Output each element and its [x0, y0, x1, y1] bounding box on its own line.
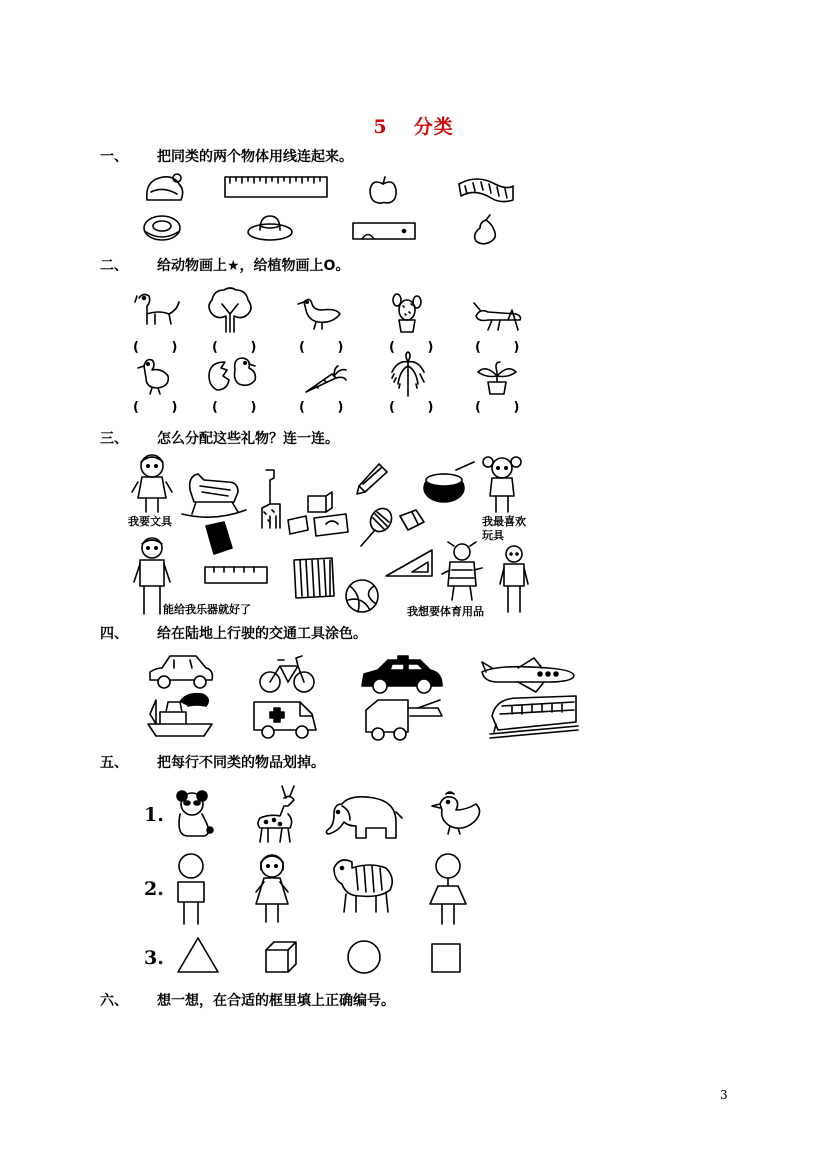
rooster-icon[interactable] — [134, 356, 174, 396]
panda-icon[interactable] — [172, 788, 216, 840]
q5-number: 五、 — [100, 755, 128, 771]
volleyball-icon[interactable] — [344, 578, 380, 614]
page-number: 3 — [720, 1088, 728, 1102]
speech-music: 能给我乐器就好了 — [163, 603, 251, 616]
q1-text: 把同类的两个物体用线连起来。 — [157, 149, 353, 165]
q2-answer-paren[interactable]: ( ) — [299, 400, 358, 415]
q2-answer-paren[interactable]: ( ) — [475, 340, 534, 355]
q2-answer-paren[interactable]: ( ) — [133, 400, 192, 415]
deer-icon[interactable] — [250, 784, 302, 844]
giraffe-icon[interactable] — [256, 468, 284, 530]
q2-number: 二、 — [100, 258, 128, 274]
cactus-icon[interactable] — [389, 290, 425, 334]
taxi-icon[interactable] — [358, 654, 446, 696]
sheep-icon[interactable] — [330, 854, 396, 916]
train-icon[interactable] — [488, 692, 580, 740]
q3-text: 怎么分配这些礼物？连一连。 — [157, 431, 339, 447]
q2-answer-paren[interactable]: ( ) — [212, 400, 271, 415]
speech-toys-line1: 我最喜欢 — [482, 515, 526, 528]
pencil-icon[interactable] — [355, 462, 389, 496]
q2-answer-paren[interactable]: ( ) — [475, 400, 534, 415]
boy-sports-icon[interactable] — [498, 544, 530, 614]
q2-text: 给动物画上★，给植物画上O。 — [157, 258, 350, 274]
triangle-shape[interactable] — [176, 936, 220, 974]
q4-text: 给在陆地上行驶的交通工具涂色。 — [157, 626, 367, 642]
apple-icon[interactable] — [366, 176, 400, 206]
blocks-icon[interactable] — [286, 492, 350, 538]
ruler-icon[interactable] — [224, 176, 328, 198]
scarf-icon[interactable] — [457, 174, 515, 206]
ship-icon[interactable] — [146, 690, 216, 740]
speech-stationery: 我要文具 — [128, 515, 172, 528]
speech-toys-line2: 玩具 — [482, 529, 504, 542]
square-shape[interactable] — [430, 942, 462, 974]
chick-icon[interactable] — [205, 354, 261, 394]
willow-icon[interactable] — [388, 350, 428, 398]
pear-icon[interactable] — [470, 214, 500, 246]
straw-hat-icon[interactable] — [246, 212, 294, 242]
elephant-icon[interactable] — [320, 792, 404, 846]
racket-icon[interactable] — [355, 506, 395, 552]
eraser-icon[interactable] — [396, 508, 426, 534]
tree-icon[interactable] — [206, 286, 254, 334]
doll-icon[interactable] — [252, 852, 292, 926]
q6-text: 想一想，在合适的框里填上正确编号。 — [157, 993, 395, 1009]
stick-girl-icon[interactable] — [428, 852, 468, 926]
truck-icon[interactable] — [362, 696, 444, 742]
q4-number: 四、 — [100, 626, 128, 642]
q2-answer-paren[interactable]: ( ) — [389, 400, 448, 415]
page-title — [0, 112, 827, 139]
bicycle-icon[interactable] — [258, 652, 316, 694]
q2-answer-paren[interactable]: ( ) — [133, 340, 192, 355]
triangle-ruler-icon[interactable] — [352, 222, 416, 240]
airplane-icon[interactable] — [478, 658, 578, 694]
dog-icon[interactable] — [133, 290, 181, 330]
book-icon[interactable] — [202, 520, 234, 556]
ambulance-icon[interactable] — [250, 696, 320, 742]
cap-icon[interactable] — [142, 212, 182, 242]
q5-row-label-3: 3. — [144, 947, 164, 969]
car-icon[interactable] — [146, 652, 216, 690]
carrot-icon[interactable] — [304, 366, 348, 394]
cube-shape[interactable] — [264, 940, 298, 974]
accordion-icon[interactable] — [292, 556, 336, 600]
lesson-title: 分类 — [413, 116, 454, 138]
rocking-horse-icon[interactable] — [180, 470, 248, 520]
lesson-number: 5 — [373, 116, 388, 138]
speech-sports: 我想要体育用品 — [407, 605, 484, 618]
hat-icon[interactable] — [143, 170, 188, 206]
q1-number: 一、 — [100, 149, 128, 165]
q6-number: 六、 — [100, 993, 128, 1009]
q2-answer-paren[interactable]: ( ) — [299, 340, 358, 355]
clown-toy-icon[interactable] — [440, 540, 484, 604]
stick-boy-icon[interactable] — [170, 852, 212, 926]
q2-answer-paren[interactable]: ( ) — [389, 340, 448, 355]
set-square-icon[interactable] — [384, 548, 434, 578]
q5-row-label-1: 1. — [144, 804, 164, 826]
q5-text: 把每行不同类的物品划掉。 — [157, 755, 325, 771]
circle-shape[interactable] — [345, 938, 383, 976]
bird-icon[interactable] — [430, 790, 486, 836]
grasshopper-icon[interactable] — [472, 302, 524, 332]
girl-toys-icon[interactable] — [480, 454, 526, 514]
ruler-gift-icon[interactable] — [204, 566, 268, 584]
bird-icon[interactable] — [296, 296, 342, 330]
q2-answer-paren[interactable]: ( ) — [212, 340, 271, 355]
pot-icon[interactable] — [420, 460, 476, 506]
girl-stationery-icon[interactable] — [128, 452, 176, 514]
potted-plant-icon[interactable] — [474, 360, 520, 396]
q3-number: 三、 — [100, 431, 128, 447]
q5-row-label-2: 2. — [144, 878, 164, 900]
